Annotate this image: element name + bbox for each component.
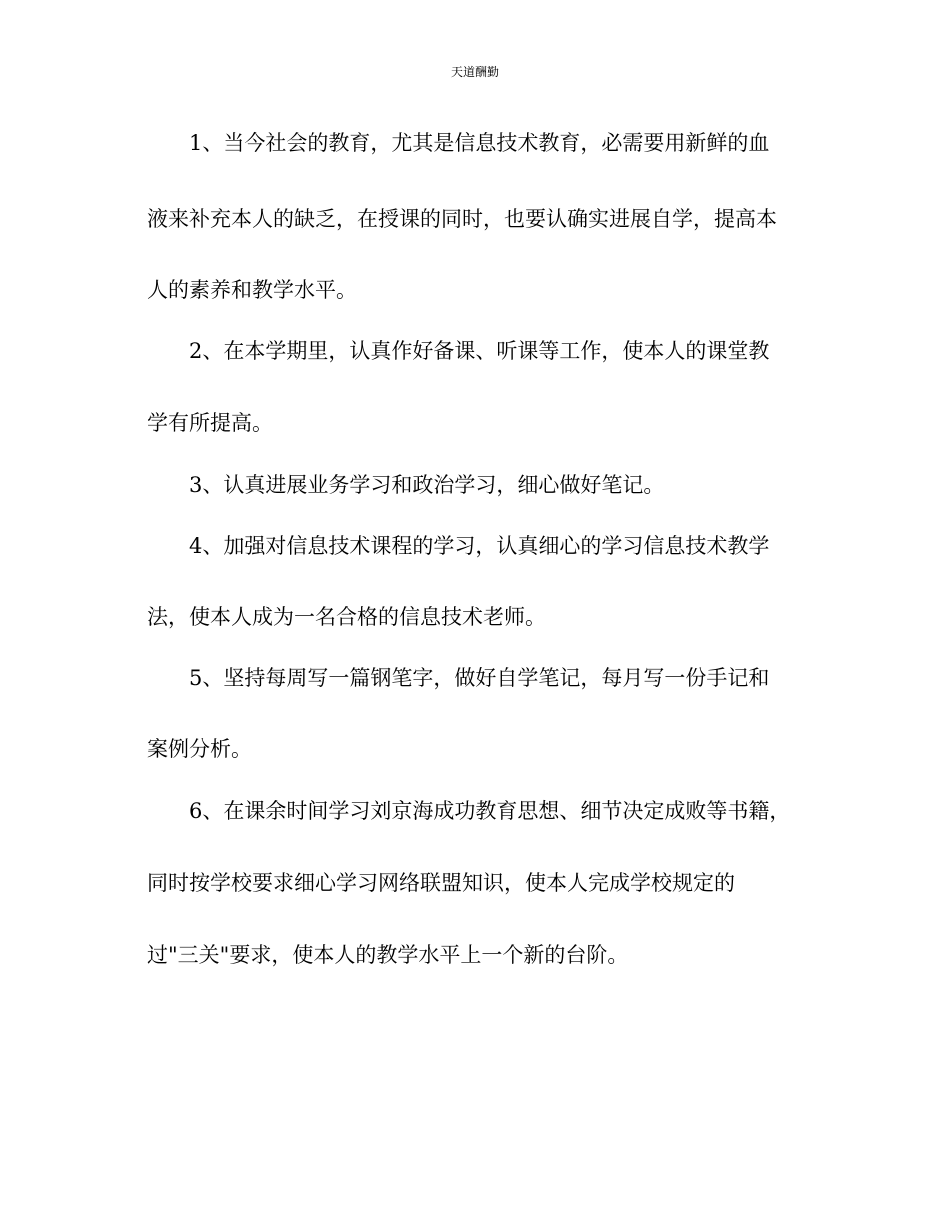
page-header: 天道酬勤 (450, 65, 499, 79)
paragraph-1-line-2: 液来补充本人的缺乏，在授课的同时，也要认确实进展自学，提高本 (147, 207, 777, 231)
paragraph-1-line-3: 人的素养和教学水平。 (147, 278, 357, 302)
paragraph-6-line-3: 过"三关"要求，使本人的教学水平上一个新的台阶。 (147, 943, 629, 967)
paragraph-6-line-2: 同时按学校要求细心学习网络联盟知识，使本人完成学校规定的 (147, 871, 735, 895)
paragraph-5-line-2: 案例分析。 (147, 737, 252, 761)
paragraph-6-line-1: 6、在课余时间学习刘京海成功教育思想、细节决定成败等书籍， (189, 799, 791, 823)
paragraph-4-line-1: 4、加强对信息技术课程的学习，认真细心的学习信息技术教学 (189, 534, 770, 558)
paragraph-1-line-1: 1、当今社会的教育，尤其是信息技术教育，必需要用新鲜的血 (189, 131, 770, 155)
paragraph-2-line-1: 2、在本学期里，认真作好备课、听课等工作，使本人的课堂教 (189, 339, 770, 363)
paragraph-3-line-1: 3、认真进展业务学习和政治学习，细心做好笔记。 (189, 473, 665, 497)
paragraph-4-line-2: 法，使本人成为一名合格的信息技术老师。 (147, 605, 546, 629)
paragraph-5-line-1: 5、坚持每周写一篇钢笔字，做好自学笔记，每月写一份手记和 (189, 666, 770, 690)
paragraph-2-line-2: 学有所提高。 (147, 411, 273, 435)
